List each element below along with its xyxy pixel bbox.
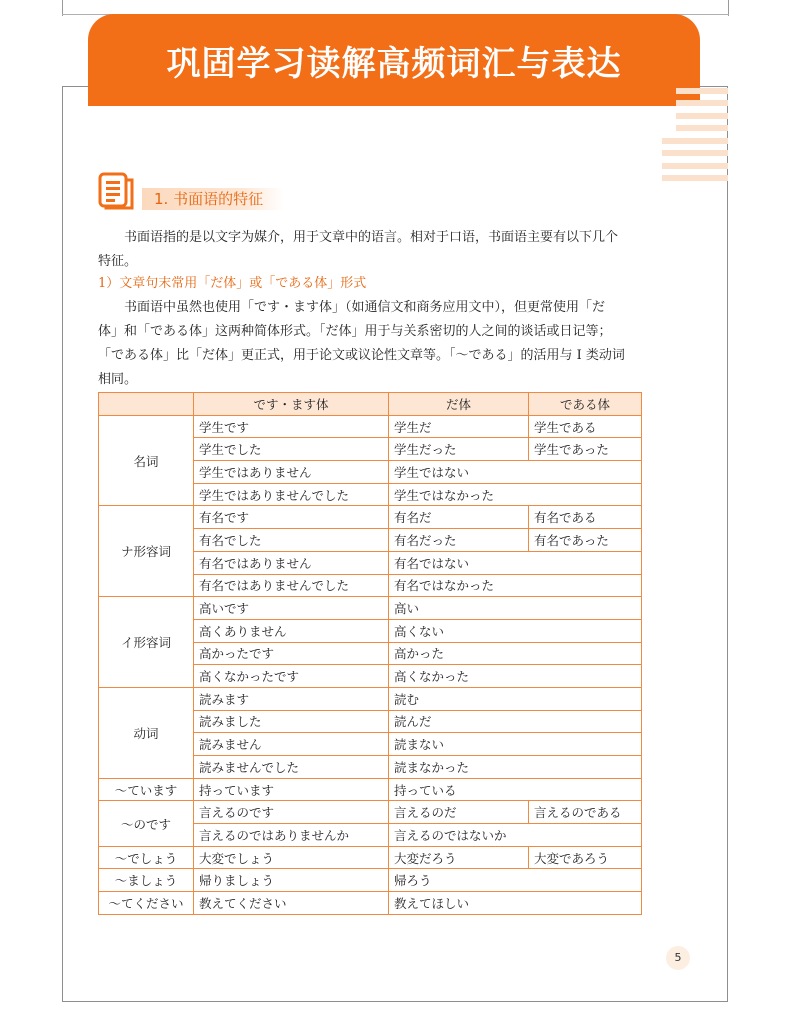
section-heading-text: 1. 书面语的特征	[154, 190, 264, 208]
row-label: 名词	[99, 415, 194, 506]
section-heading	[142, 188, 284, 210]
row-label: ～ましょう	[99, 869, 194, 892]
row-label: ～でしょう	[99, 846, 194, 869]
banner-title: 巩固学习读解高频词汇与表达	[166, 44, 622, 84]
page-number: 5	[666, 946, 690, 970]
table-cell: 有名である	[529, 506, 642, 529]
table-cell: 教えてほしい	[389, 892, 642, 915]
intro-line-2: 特征。	[98, 254, 138, 269]
table-cell: 持っている	[389, 778, 642, 801]
table-row	[99, 778, 642, 801]
table-cell: 学生ではなかった	[389, 483, 642, 506]
table-cell: 学生である	[529, 415, 642, 438]
table-cell: 学生ではない	[389, 461, 642, 484]
table-cell: 大変であろう	[529, 846, 642, 869]
header-blank	[99, 393, 194, 416]
row-label: 动词	[99, 687, 194, 778]
table-cell: 高くなかったです	[194, 665, 389, 688]
table-cell: 読まなかった	[389, 756, 642, 779]
table-cell: 有名ではありませんでした	[194, 574, 389, 597]
table-cell: 大変だろう	[389, 846, 529, 869]
table-cell: 有名だ	[389, 506, 529, 529]
table-cell: 帰りましょう	[194, 869, 389, 892]
table-row	[99, 506, 642, 529]
intro-paragraph	[98, 226, 646, 274]
table-cell: 教えてください	[194, 892, 389, 915]
table-row	[99, 687, 642, 710]
table-cell: 持っています	[194, 778, 389, 801]
table-cell: 学生です	[194, 415, 389, 438]
table-cell: 有名だった	[389, 529, 529, 552]
table-cell: 高くありません	[194, 619, 389, 642]
table-cell: 高い	[389, 597, 642, 620]
table-cell: 読みませんでした	[194, 756, 389, 779]
table-cell: 読みません	[194, 733, 389, 756]
table-cell: 大変でしょう	[194, 846, 389, 869]
intro-line-1: 书面语指的是以文字为媒介，用于文章中的语言。相对于口语，书面语主要有以下几个	[124, 230, 619, 245]
table-cell: 読んだ	[389, 710, 642, 733]
body-paragraph	[98, 296, 646, 392]
table-cell: 学生であった	[529, 438, 642, 461]
table-cell: 学生ではありませんでした	[194, 483, 389, 506]
header-da: だ体	[389, 393, 529, 416]
table-cell: 高くない	[389, 619, 642, 642]
table-cell: 高くなかった	[389, 665, 642, 688]
table-cell: 高かった	[389, 642, 642, 665]
row-label: ナ形容词	[99, 506, 194, 597]
body-line-1: 书面语中虽然也使用「です・ます体」（如通信文和商务应用文中），但更常使用「だ	[124, 300, 606, 315]
table-row	[99, 846, 642, 869]
table-cell: 学生でした	[194, 438, 389, 461]
table-cell: 言えるのではないか	[389, 824, 642, 847]
table-cell: 言えるのです	[194, 801, 389, 824]
title-banner	[88, 14, 700, 106]
table-cell: 有名ではない	[389, 551, 642, 574]
row-label: ～てください	[99, 892, 194, 915]
table-cell: 学生だ	[389, 415, 529, 438]
row-label: ～のです	[99, 801, 194, 846]
conjugation-table	[98, 392, 642, 915]
table-header-row	[99, 393, 642, 416]
table-cell: 高かったです	[194, 642, 389, 665]
table-cell: 読まない	[389, 733, 642, 756]
row-label: イ形容词	[99, 597, 194, 688]
table-cell: 有名ではなかった	[389, 574, 642, 597]
table-cell: 読む	[389, 687, 642, 710]
table-cell: 読みました	[194, 710, 389, 733]
table-cell: 言えるのである	[529, 801, 642, 824]
table-cell: 高いです	[194, 597, 389, 620]
table-cell: 有名であった	[529, 529, 642, 552]
table-row	[99, 801, 642, 824]
body-line-4: 相同。	[98, 372, 138, 387]
table-row	[99, 892, 642, 915]
table-cell: 学生ではありません	[194, 461, 389, 484]
header-de-aru: である体	[529, 393, 642, 416]
document-icon	[98, 172, 134, 210]
table-cell: 帰ろう	[389, 869, 642, 892]
table-row	[99, 597, 642, 620]
table-row	[99, 415, 642, 438]
body-line-2: 体」和「である体」这两种简体形式。「だ体」用于与关系密切的人之间的谈话或日记等；	[98, 324, 612, 339]
table-cell: 読みます	[194, 687, 389, 710]
table-row	[99, 869, 642, 892]
subheading: 1）文章句末常用「だ体」或「である体」形式	[98, 276, 367, 291]
table-cell: 言えるのではありませんか	[194, 824, 389, 847]
body-line-3: 「である体」比「だ体」更正式，用于论文或议论性文章等。「～である」的活用与 I 类动词	[98, 348, 625, 363]
header-desu-masu: です・ます体	[194, 393, 389, 416]
row-label: ～ています	[99, 778, 194, 801]
table-cell: 有名ではありません	[194, 551, 389, 574]
table-cell: 学生だった	[389, 438, 529, 461]
table-cell: 有名でした	[194, 529, 389, 552]
table-cell: 有名です	[194, 506, 389, 529]
table-cell: 言えるのだ	[389, 801, 529, 824]
